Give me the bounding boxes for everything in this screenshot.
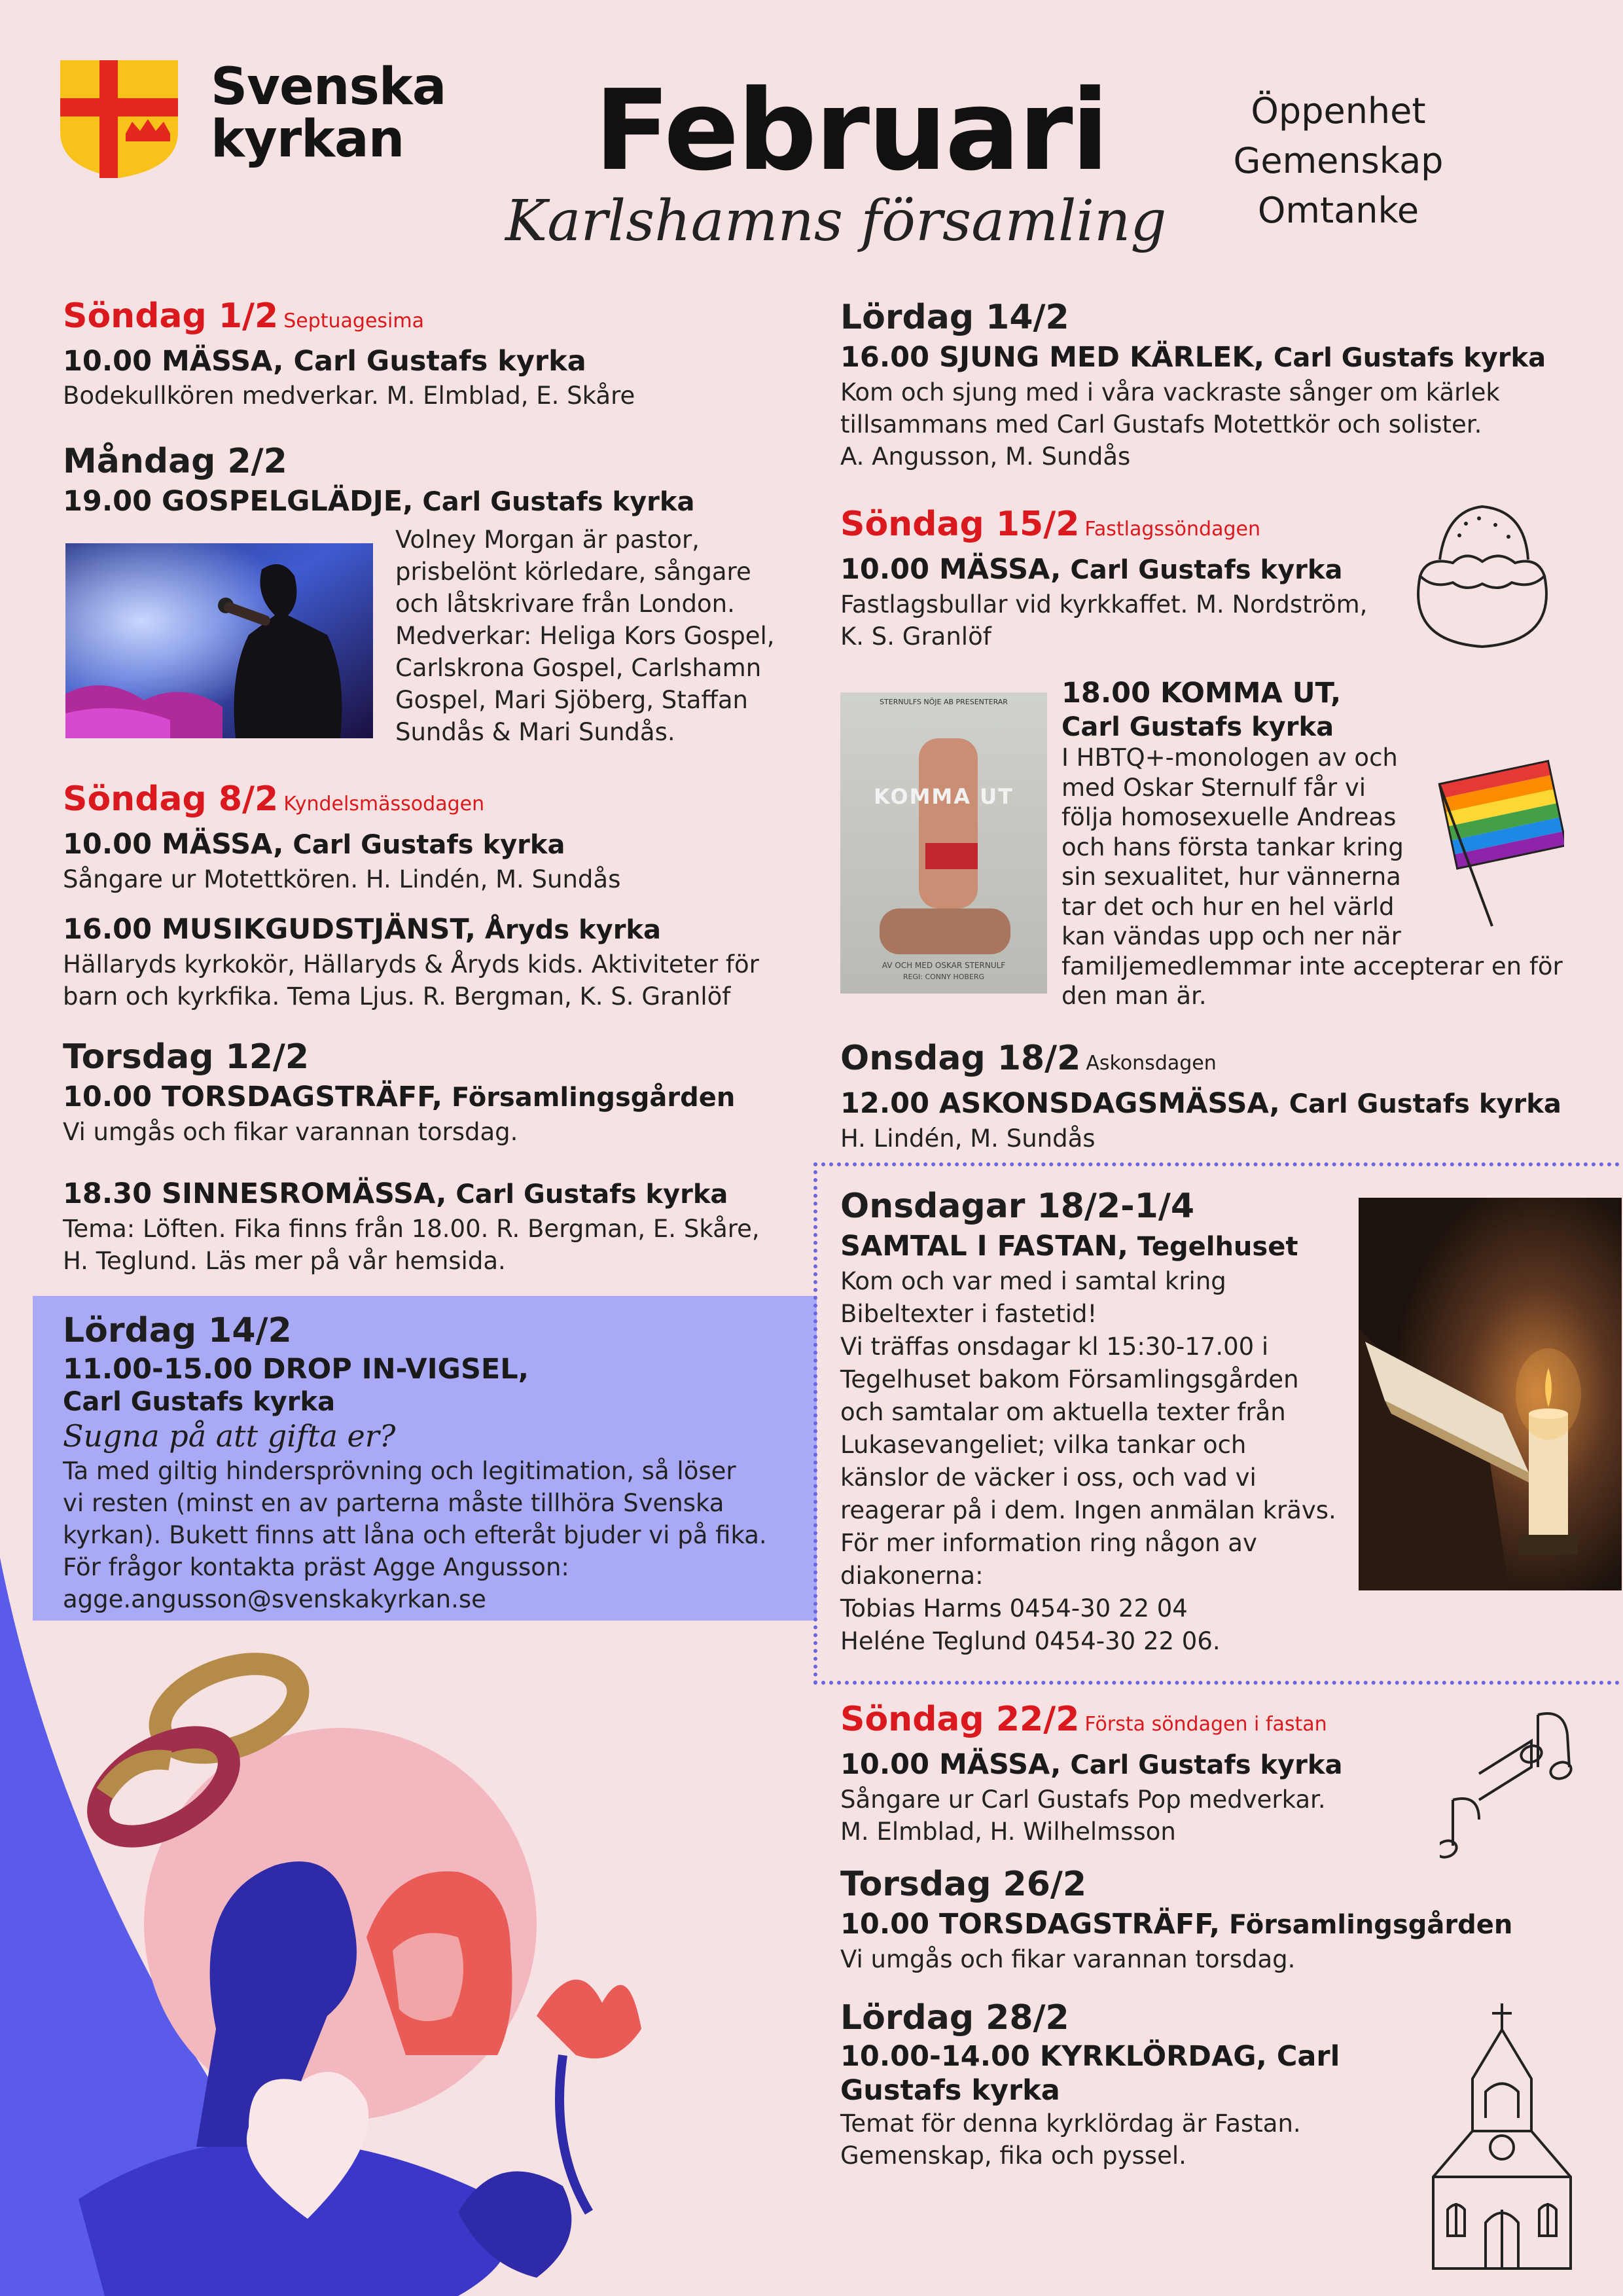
- logo: [60, 60, 178, 178]
- motto-line: Gemenskap: [1233, 140, 1444, 181]
- text-line: Sångare ur Carl Gustafs Pop medverkar.: [840, 1785, 1326, 1814]
- text-line: tar det och hur en hel värld: [1061, 892, 1395, 921]
- event-title: 10.00 TORSDAGSTRÄFF,: [840, 1908, 1221, 1941]
- event-location: Carl Gustafs kyrka: [1061, 555, 1343, 585]
- event-day: Onsdagar 18/2-1/4: [840, 1187, 1195, 1226]
- text-line: Volney Morgan är pastor,: [395, 526, 700, 554]
- event-title-cont: Gustafs kyrka: [840, 2074, 1060, 2107]
- event-title: 10.00 TORSDAGSTRÄFF,: [63, 1081, 443, 1113]
- event-text: Vi umgås och fikar varannan torsdag.: [63, 1118, 518, 1146]
- event-holiday: Askonsdagen: [1086, 1052, 1217, 1075]
- text-line: M. Elmblad, H. Wilhelmsson: [840, 1818, 1176, 1846]
- event-musikgudstjanst: [63, 911, 815, 1013]
- text-line: familjemedlemmar inte accepterar en för: [1061, 952, 1563, 980]
- event-day: Onsdag 18/2: [840, 1039, 1081, 1078]
- event-sondag-8-2: [63, 778, 815, 895]
- text-line: För frågor kontakta präst Agge Angusson:: [63, 1553, 569, 1581]
- event-text: Sångare ur Motettkören. H. Lindén, M. Sundås: [63, 865, 621, 893]
- text-line: diakonerna:: [840, 1562, 984, 1590]
- event-day: Söndag 15/2: [840, 505, 1080, 544]
- text-line: kyrkan). Bukett finns att låna och efteråt bjuder vi på fika.: [63, 1521, 767, 1549]
- text-line: barn och kyrkfika. Tema Ljus. R. Bergman, K. S. Granlöf: [63, 982, 731, 1011]
- text-line: Fastlagsbullar vid kyrkkaffet. M. Nordström,: [840, 590, 1368, 619]
- text-line: och samtalar om aktuella texter från: [840, 1398, 1286, 1426]
- poster-credit-1: AV OCH MED OSKAR STERNULF: [882, 961, 1006, 970]
- rainbow-flag-icon: [1433, 746, 1564, 929]
- brand-line1: Svenska: [211, 58, 446, 117]
- text-line: och låtskrivare från London.: [395, 590, 735, 618]
- event-location: Carl Gustafs kyrka: [1264, 343, 1546, 373]
- event-day: Torsdag 26/2: [840, 1865, 1087, 1904]
- event-torsdag-26-2: [840, 1863, 1593, 1975]
- event-title: 10.00 MÄSSA,: [63, 828, 284, 861]
- brand-line2: kyrkan: [211, 110, 404, 169]
- church-icon: [1420, 2000, 1584, 2275]
- event-lordag-28-2: [840, 1996, 1429, 2172]
- event-location: Tegelhuset: [1128, 1232, 1298, 1262]
- svenska-kyrkan-logo: [60, 60, 178, 178]
- text-line: Gemenskap, fika och pyssel.: [840, 2142, 1186, 2170]
- text-line: Gospel, Mari Sjöberg, Staffan: [395, 686, 748, 714]
- event-title: 18.30 SINNESROMÄSSA,: [63, 1177, 447, 1210]
- event-sondag-1-2: [63, 295, 815, 412]
- candle-bible-photo: [1359, 1198, 1622, 1590]
- event-title: 12.00 ASKONSDAGSMÄSSA,: [840, 1087, 1280, 1120]
- text-line: I HBTQ+-monologen av och: [1061, 744, 1398, 772]
- motto-line: Öppenhet: [1251, 90, 1426, 132]
- event-lordag-14-2: [840, 296, 1593, 473]
- poster-credit-2: REGI: CONNY HOBERG: [902, 973, 985, 981]
- gospel-photo: [65, 543, 373, 738]
- event-holiday: Fastlagssöndagen: [1084, 518, 1260, 541]
- event-location: Carl Gustafs kyrka: [446, 1179, 728, 1210]
- event-samtal-i-fastan: [840, 1185, 1364, 1658]
- contact-email[interactable]: agge.angusson@svenskakyrkan.se: [63, 1585, 486, 1613]
- event-title: 16.00 MUSIKGUDSTJÄNST,: [63, 913, 476, 946]
- event-location: Församlingsgården: [1220, 1910, 1513, 1940]
- text-line: med Oskar Sternulf får vi: [1061, 773, 1366, 802]
- text-line: Tegelhuset bakom Församlingsgården: [840, 1365, 1299, 1393]
- event-torsdag-12-2: [63, 1035, 815, 1148]
- text-line: Tema: Löften. Fika finns från 18.00. R. Bergman, E. Skåre,: [63, 1215, 760, 1243]
- komma-ut-poster: [840, 692, 1047, 994]
- text-line: följa homosexuelle Andreas: [1061, 803, 1397, 831]
- text-line: Hällaryds kyrkokör, Hällaryds & Åryds kids. Aktiviteter för: [63, 950, 759, 978]
- event-title: 16.00 SJUNG MED KÄRLEK,: [840, 341, 1265, 374]
- event-location: Carl Gustafs kyrka: [1279, 1089, 1561, 1119]
- text-line: Kom och sjung med i våra vackraste sånger om kärlek: [840, 378, 1500, 406]
- event-text-block: [395, 524, 814, 748]
- event-text: Vi umgås och fikar varannan torsdag.: [840, 1945, 1296, 1973]
- text-line: Bibeltexter i fastetid!: [840, 1300, 1097, 1328]
- event-title: 10.00 MÄSSA,: [840, 553, 1061, 586]
- text-line: känslor de väcker i oss, och vad vi: [840, 1463, 1257, 1492]
- phone-helene: Heléne Teglund 0454-30 22 06.: [840, 1627, 1221, 1655]
- event-holiday: Första söndagen i fastan: [1084, 1713, 1327, 1736]
- text-line: Temat för denna kyrklördag är Fastan.: [840, 2109, 1301, 2138]
- event-title: 10.00 MÄSSA,: [840, 1748, 1061, 1781]
- event-sondag-22-2: [840, 1698, 1429, 1848]
- poster-presenter: STERNULFS NÖJE AB PRESENTERAR: [880, 698, 1008, 706]
- event-day: Lördag 28/2: [840, 1998, 1069, 2037]
- event-day: Söndag 22/2: [840, 1700, 1080, 1739]
- wedding-rings-illustration: [0, 1558, 818, 2296]
- event-title: 10.00-14.00 KYRKLÖRDAG, Carl: [840, 2040, 1340, 2073]
- text-line: Medverkar: Heliga Kors Gospel,: [395, 622, 775, 650]
- event-mandag-2-2: [63, 440, 815, 520]
- text-line: och hans första tankar kring: [1061, 833, 1404, 861]
- text-line: Vi träffas onsdagar kl 15:30-17.00 i: [840, 1333, 1269, 1361]
- event-sondag-15-2: [840, 503, 1429, 653]
- event-location: Åryds kyrka: [475, 915, 662, 945]
- event-title: 10.00 MÄSSA, Carl Gustafs kyrka: [63, 345, 586, 378]
- page-title: Februari: [594, 66, 1107, 196]
- text-line: prisbelönt körledare, sångare: [395, 558, 751, 586]
- event-holiday: Septuagesima: [283, 310, 424, 332]
- text-line: vi resten (minst en av parterna måste tillhöra Svenska: [63, 1489, 724, 1517]
- event-location: Carl Gustafs kyrka: [1061, 712, 1334, 742]
- event-day: Torsdag 12/2: [63, 1037, 310, 1077]
- phone-tobias: Tobias Harms 0454-30 22 04: [840, 1594, 1188, 1623]
- motto: [1204, 86, 1472, 236]
- text-line: Kom och var med i samtal kring: [840, 1267, 1226, 1295]
- text-line: sin sexualitet, hur vännerna: [1061, 863, 1401, 891]
- text-line: kan vändas upp och ner när: [1061, 922, 1401, 950]
- text-line: tillsammans med Carl Gustafs Motettkör och solister.: [840, 410, 1482, 439]
- event-location: Församlingsgården: [442, 1083, 736, 1113]
- semla-icon: [1400, 497, 1564, 651]
- event-day: Lördag 14/2: [840, 298, 1069, 337]
- motto-line: Omtanke: [1257, 190, 1419, 231]
- event-location: Carl Gustafs kyrka: [63, 1387, 336, 1417]
- event-tagline: Sugna på att gifta er?: [63, 1418, 396, 1454]
- event-holiday: Kyndelsmässodagen: [283, 793, 485, 816]
- event-sinnesromassa: [63, 1175, 815, 1277]
- event-text: H. Lindén, M. Sundås: [840, 1124, 1096, 1153]
- music-notes-icon: [1440, 1695, 1577, 1865]
- text-line: den man är.: [1061, 982, 1207, 1010]
- event-title: 19.00 GOSPELGLÄDJE,: [63, 485, 414, 518]
- event-title: 11.00-15.00 DROP IN-VIGSEL,: [63, 1353, 529, 1386]
- text-line: För mer information ring någon av: [840, 1529, 1257, 1557]
- text-line: Sundås & Mari Sundås.: [395, 718, 675, 746]
- text-line: K. S. Granlöf: [840, 622, 991, 651]
- text-line: Carlskrona Gospel, Carlshamn: [395, 654, 762, 682]
- event-day: Lördag 14/2: [63, 1311, 292, 1350]
- event-onsdag-18-2: [840, 1037, 1593, 1155]
- event-title: SAMTAL I FASTAN,: [840, 1230, 1128, 1263]
- text-line: Ta med giltig hindersprövning och legitimation, så löser: [63, 1457, 736, 1485]
- text-line: reagerar på i dem. Ingen anmälan krävs.: [840, 1496, 1336, 1524]
- poster-title: KOMMA UT: [874, 784, 1014, 809]
- event-location: Carl Gustafs kyrka: [283, 830, 565, 860]
- event-location: Carl Gustafs kyrka: [1061, 1750, 1343, 1780]
- text-line: Lukasevangeliet; vilka tankar och: [840, 1431, 1247, 1459]
- page-subtitle: Karlshamns församling: [505, 188, 1167, 254]
- event-title: 18.00 KOMMA UT,: [1061, 677, 1342, 709]
- event-day: Söndag 8/2: [63, 780, 279, 819]
- text-line: H. Teglund. Läs mer på vår hemsida.: [63, 1247, 506, 1275]
- event-text: Bodekullkören medverkar. M. Elmblad, E. Skåre: [63, 382, 635, 410]
- event-day: Söndag 1/2: [63, 296, 279, 336]
- event-day: Måndag 2/2: [63, 442, 287, 481]
- text-line: A. Angusson, M. Sundås: [840, 442, 1131, 471]
- event-location: Carl Gustafs kyrka: [413, 487, 695, 517]
